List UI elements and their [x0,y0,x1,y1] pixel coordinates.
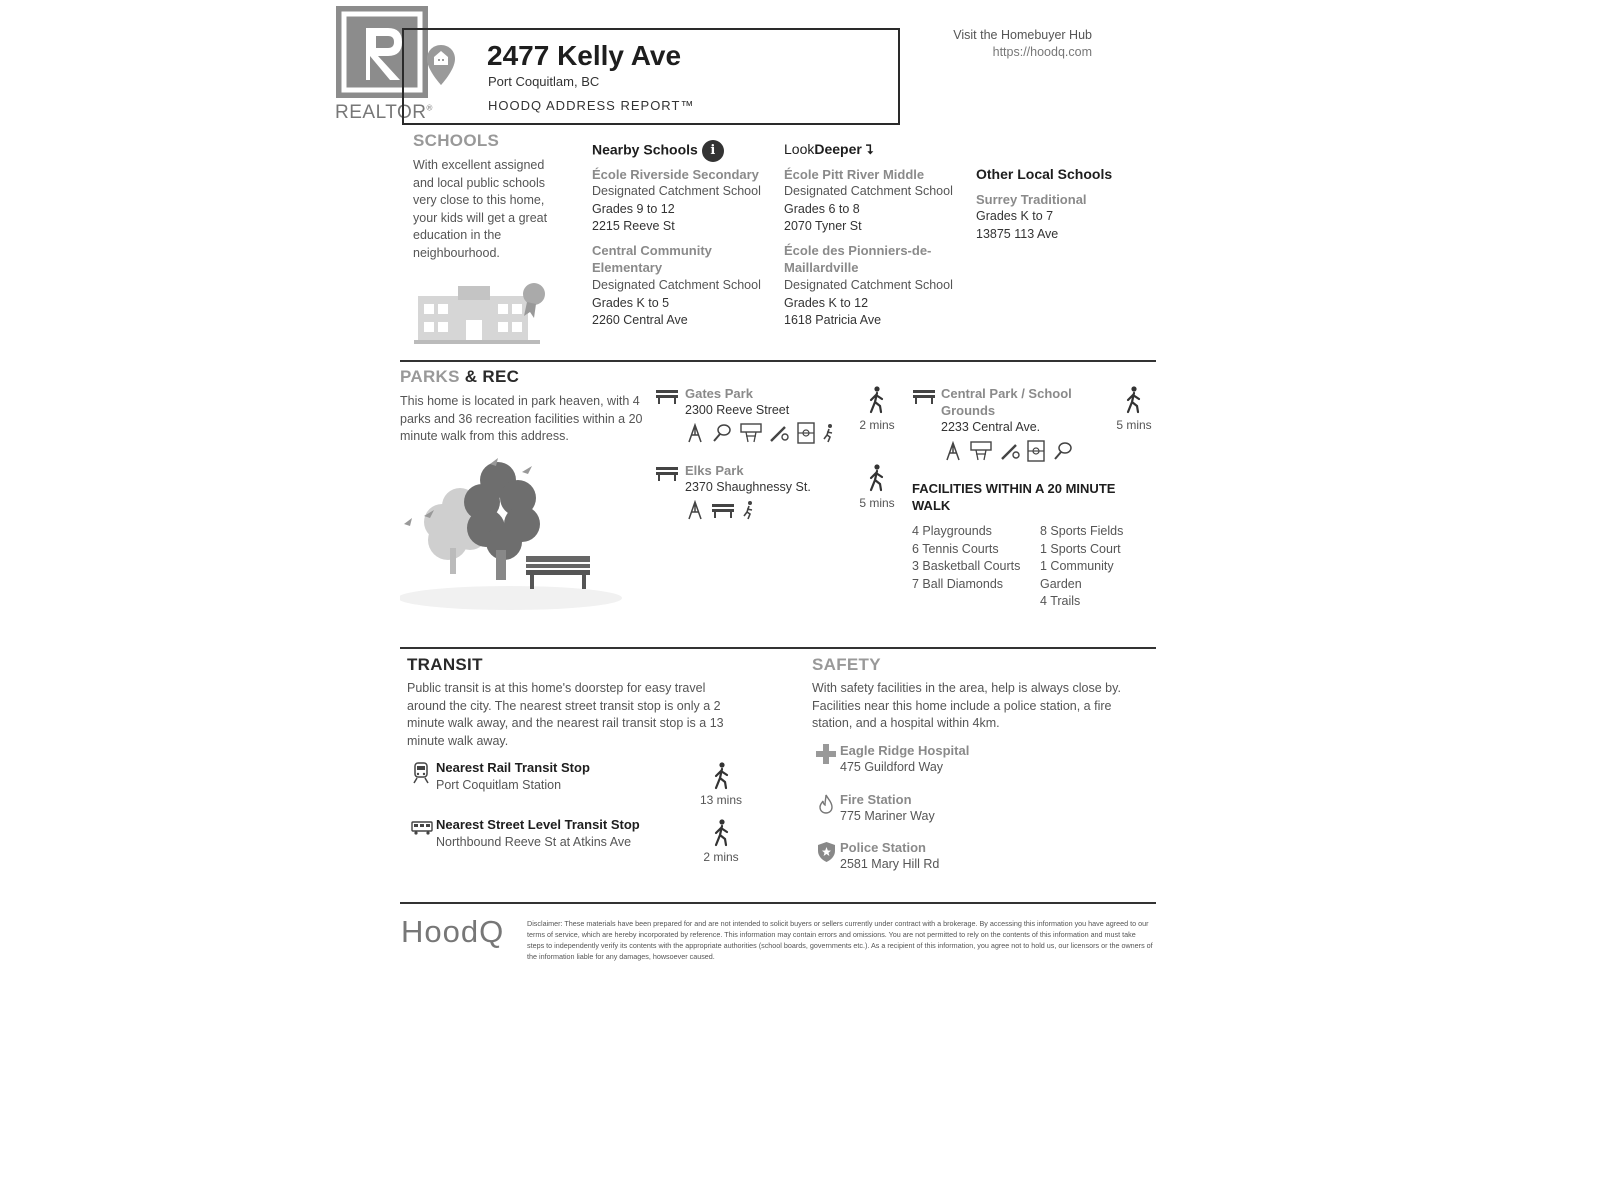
hospital-cross-icon [816,744,836,764]
transit-stop-name[interactable]: Northbound Reeve St at Atkins Ave [436,835,632,849]
safety-name[interactable]: Fire Station [840,792,912,807]
bench-icon [913,388,935,404]
bench-icon [712,501,734,519]
facilities-list-2: 8 Sports Fields 1 Sports Court 1 Community Garden 4 Trails [1040,524,1124,608]
disclaimer-text: Disclaimer: These materials have been prepared for and are not intended to solicit buyers or sellers currently under contract with a brokerage. By accessing this information you have agreed to our terms of service, which are hereby incorporated by reference. This information may contain errors and omissions. You are not permitted to rely on the contents of this information and must take steps to independently verify its contents with the appropriate authorities (school boards, governments etc.). As a recipient of this information, you agree not to hold us, our licensors or the owners of the information liable for any damages, howsoever caused. [527,919,1153,961]
homebuyer-hub-link[interactable]: https://hoodq.com [992,45,1092,59]
walk-time: 2 mins [859,418,895,432]
other-schools-heading: Other Local Schools [976,166,1113,182]
walking-icon [711,819,733,847]
safety-item: Fire Station 775 Mariner Way [840,791,1060,826]
transit-stop [436,816,696,852]
transit-title: TRANSIT [407,655,483,674]
tennis-icon [712,423,732,443]
hoodq-logo: HoodQ [401,914,505,949]
walk-time: 5 mins [859,496,895,510]
playground-icon [943,441,963,461]
school-card: École Pitt River Middle Designated Catchment School Grades 6 to 8 2070 Tyner St [784,166,964,236]
schools-intro: With excellent assigned and local public schools very close to this home, your kids will get a great education in the neighbourhood. [413,158,548,260]
park-item: Elks Park 2370 Shaughnessy St. [685,462,845,497]
property-address: 2477 Kelly Ave [487,40,682,71]
trail-runner-icon [822,423,836,443]
homebuyer-hub-label: Visit the Homebuyer Hub [953,28,1092,42]
bench-icon [656,388,678,404]
section-divider [400,360,1156,362]
park-name[interactable]: Elks Park [685,463,744,478]
playground-icon [685,500,705,520]
look-deeper-heading[interactable]: LookDeeper ⮧ [784,141,874,157]
park-name[interactable]: Central Park / School Grounds [941,386,1072,418]
police-badge-icon [818,842,835,862]
safety-intro: With safety facilities in the area, help is always close by. Facilities near this home include a police station, a fire station, and a hospital within 4km. [812,681,1121,730]
park-item: Central Park / School Grounds 2233 Central Ave. [941,385,1081,437]
safety-item: Eagle Ridge Hospital 475 Guildford Way [840,742,1060,777]
ball-diamond-icon [769,423,789,443]
playground-icon [685,423,705,443]
school-building-icon [414,280,550,346]
schools-title: SCHOOLS [413,131,500,150]
flame-icon [819,794,833,814]
school-card: École des Pionniers-de-Maillardville Designated Catchment School Grades K to 12 1618 Patricia Ave [784,243,953,327]
safety-item: Police Station 2581 Mary Hill Rd [840,839,1060,874]
realtor-wordmark: REALTOR® [335,102,433,123]
property-city: Port Coquitlam, BC [488,74,600,89]
arrow-down-icon: ⮧ [865,142,874,157]
park-name[interactable]: Gates Park [685,386,753,401]
safety-name[interactable]: Police Station [840,840,926,855]
school-card: École Riverside Secondary Designated Catchment School Grades 9 to 12 2215 Reeve St [592,166,767,236]
map-pin-icon [426,44,456,86]
train-icon [413,762,429,784]
walking-icon [866,386,888,414]
facilities-heading: FACILITIES WITHIN A 20 MINUTE WALK [912,481,1116,513]
school-name[interactable]: École Pitt River Middle [784,167,925,182]
park-facility-icons [943,440,1076,462]
safety-title: SAFETY [812,655,881,674]
school-name[interactable]: Surrey Traditional [976,192,1087,207]
trail-runner-icon [742,500,756,520]
info-icon[interactable]: i [702,140,724,162]
school-card: Surrey Traditional Grades K to 7 13875 113 Ave [976,191,1146,243]
transit-stop [436,759,686,795]
park-item: Gates Park 2300 Reeve Street [685,385,845,420]
walking-icon [1123,386,1145,414]
parks-title: PARKS & REC [400,367,520,386]
sports-field-icon [797,422,815,444]
walk-time: 5 mins [1116,418,1152,432]
school-name[interactable]: École des Pionniers-de-Maillardville [784,243,932,275]
park-facility-icons [685,422,839,444]
parks-intro: This home is located in park heaven, with 4 parks and 36 recreation facilities within a 20 minute walk from this address. [400,394,643,443]
nearby-schools-heading: Nearby Schools i [592,140,724,162]
transit-stop-label: Nearest Rail Transit Stop [436,760,590,775]
transit-stop-label: Nearest Street Level Transit Stop [436,817,640,832]
walk-time: 2 mins [703,850,739,864]
park-trees-illustration [400,458,632,614]
walking-icon [866,464,888,492]
school-name[interactable]: Central Community Elementary [592,243,712,275]
section-divider [400,902,1156,904]
walk-time: 13 mins [699,793,743,807]
walking-icon [711,762,733,790]
transit-intro: Public transit is at this home's doorstep for easy travel around the city. The nearest street transit stop is only a 2 minute walk away, and the nearest rail transit stop is a 13 minute walk away. [407,681,724,748]
school-card: Central Community Elementary Designated Catchment School Grades K to 5 2260 Central Ave [592,243,761,327]
transit-stop-name[interactable]: Port Coquitlam Station [436,778,562,792]
basketball-icon [970,441,992,461]
park-facility-icons [685,500,759,520]
basketball-icon [740,423,762,443]
bench-icon [656,465,678,481]
facilities-list-1: 4 Playgrounds 6 Tennis Courts 3 Basketball Courts 7 Ball Diamonds [912,524,1021,591]
report-label: HOODQ ADDRESS REPORT™ [488,98,695,113]
bus-icon [411,821,433,835]
school-name[interactable]: École Riverside Secondary [592,167,759,182]
sports-field-icon [1027,440,1045,462]
safety-name[interactable]: Eagle Ridge Hospital [840,743,970,758]
section-divider [400,647,1156,649]
ball-diamond-icon [1000,441,1020,461]
tennis-icon [1053,441,1073,461]
